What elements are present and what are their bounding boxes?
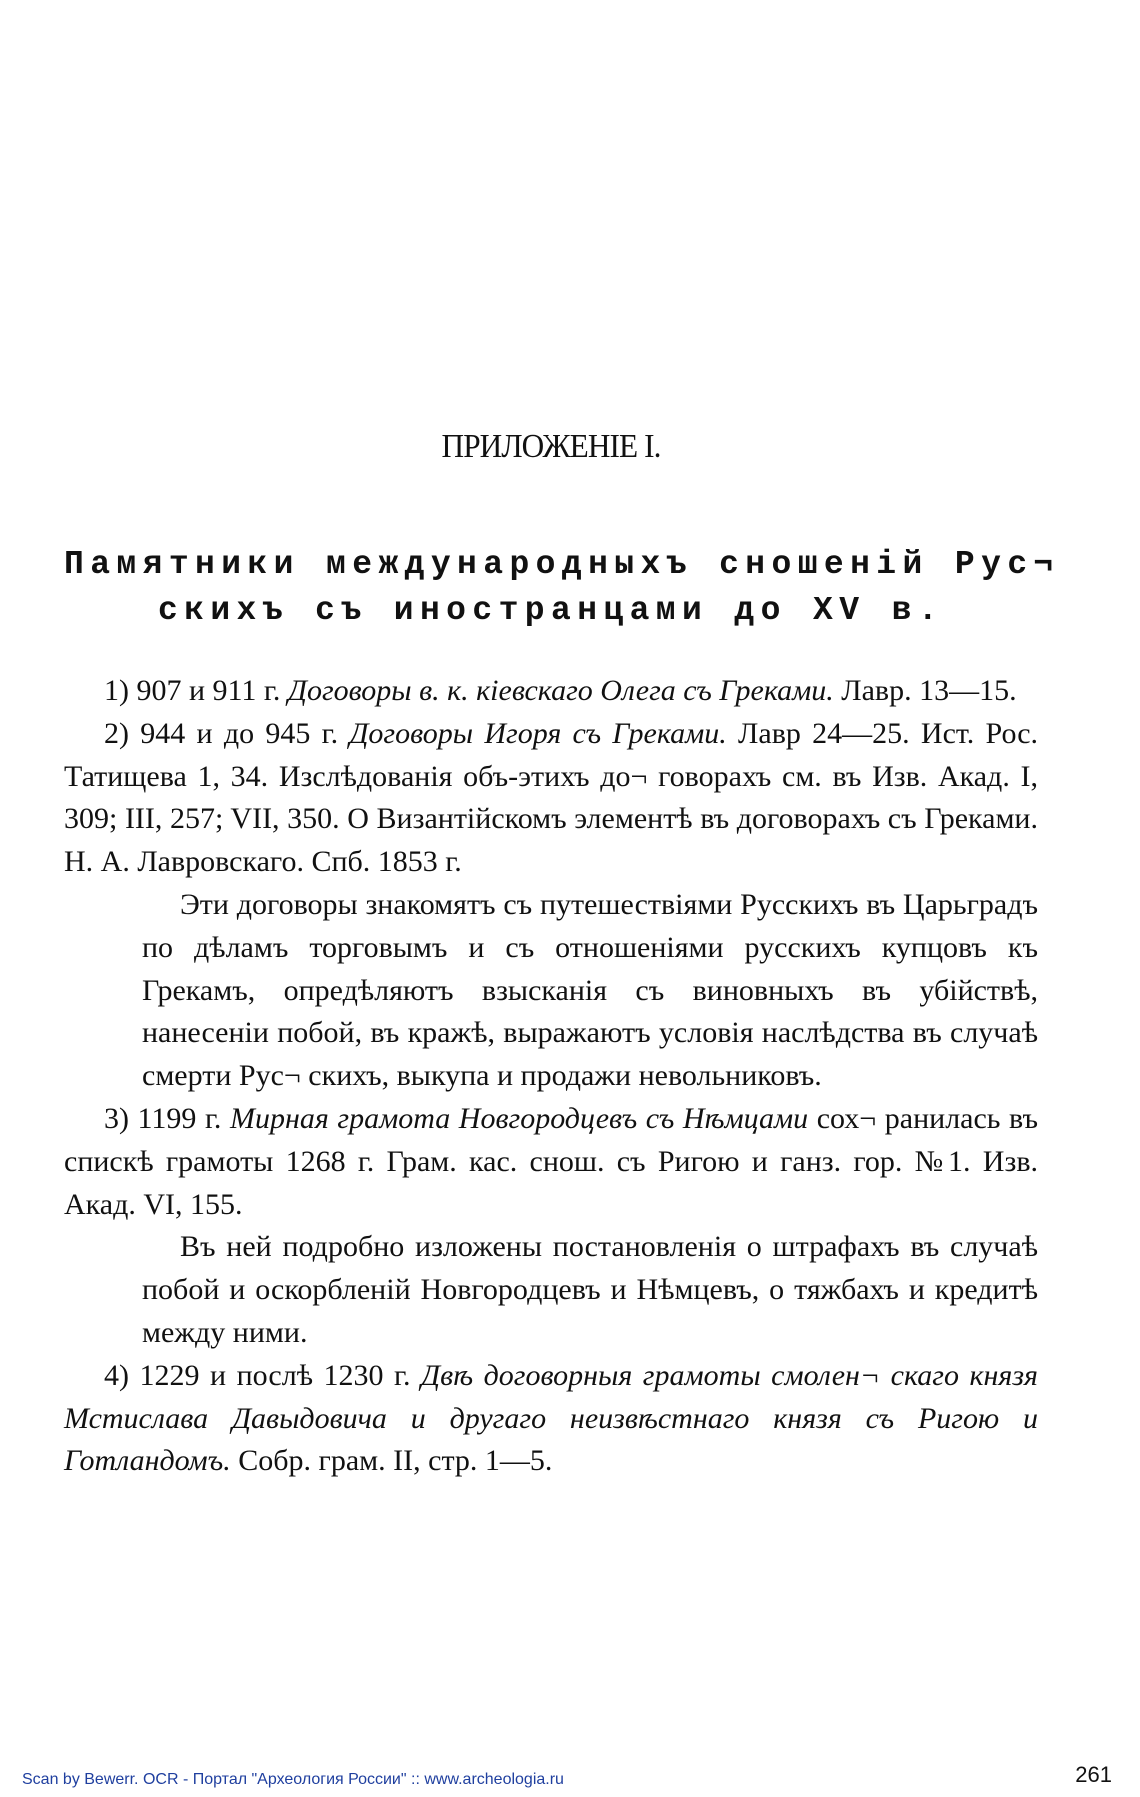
entry-2-title: Договоры Игоря съ Греками. [349, 716, 727, 750]
entry-1-title: Договоры в. к. кіевскаго Олега съ Греками. [287, 674, 834, 707]
entry-3-note: Въ ней подробно изложены постановленія о штрафахъ въ случаѣ побой и оскорбленій Новгородцевъ и Нѣмцевъ, о тяжбахъ и кредитѣ между ними. [142, 1230, 1038, 1349]
body-text [64, 670, 1038, 1483]
entry-3-title: Мирная грамота Новгородцевъ съ Нѣмцами [229, 1101, 809, 1135]
entry-3-lead: 3) 1199 г. [104, 1101, 230, 1135]
entry-2-lead: 2) 944 и до 945 г. [104, 716, 350, 750]
section-heading [64, 542, 1060, 634]
entry-1-lead: 1) 907 и 911 г. [104, 674, 288, 707]
entry-3 [64, 1098, 1038, 1226]
section-heading-line-2: скихъ съ иностранцами до XV в. [157, 592, 945, 629]
entry-4-lead: 4) 1229 и послѣ 1230 г. [104, 1358, 421, 1392]
entry-2-rest: Лавр 24—25. Ист. Рос. Татищева 1, 34. Изслѣдованія объ-этихъ до¬ говорахъ см. въ Изв. Акад. I, 309; III, 257; VII, 350. О Византійскомъ элементѣ въ договорахъ съ Греками. Н. А. Лавровскаго. Спб. 1853 г. [64, 716, 1039, 879]
entry-3-rest: сох¬ ранилась въ спискѣ грамоты 1268 г. Грам. кас. снош. съ Ригою и ганз. гор. №1. Изв. Акад. VI, 155. [64, 1101, 1038, 1221]
entry-4-rest: Собр. грам. II, стр. 1—5. [230, 1444, 553, 1478]
section-heading-line-1: Памятники международныхъ сношеній Рус¬ [64, 546, 1060, 583]
page-number: 261 [1075, 1762, 1112, 1787]
entry-2-note: Эти договоры знакомятъ съ путешествіями Русскихъ въ Царьградъ по дѣламъ торговымъ и съ отношеніями русскихъ купцовъ къ Грекамъ, опредѣляютъ взысканія съ виновныхъ въ убійствѣ, нанесеніи побой, въ кражѣ, выражаютъ условія наслѣдства въ случаѣ смерти Рус¬ скихъ, выкупа и продажи невольниковъ. [142, 887, 1038, 1093]
document-page [64, 0, 1060, 1797]
appendix-title: ПРИЛОЖЕНІЕ І. [441, 428, 661, 465]
entry-2 [64, 713, 1038, 884]
entry-4-title: Двѣ договорныя грамоты смолен¬ скаго князя Мстислава Давыдовича и другаго неизвѣстнаго князя съ Ригою и Готландомъ. [64, 1358, 1039, 1478]
entry-1 [64, 670, 1038, 713]
entry-1-rest: Лавр. 13—15. [833, 674, 1017, 707]
entry-4 [64, 1355, 1038, 1483]
scan-credit-footer: Scan by Bewerr. OCR - Портал "Археология России" :: www.archeologia.ru [22, 1771, 564, 1788]
